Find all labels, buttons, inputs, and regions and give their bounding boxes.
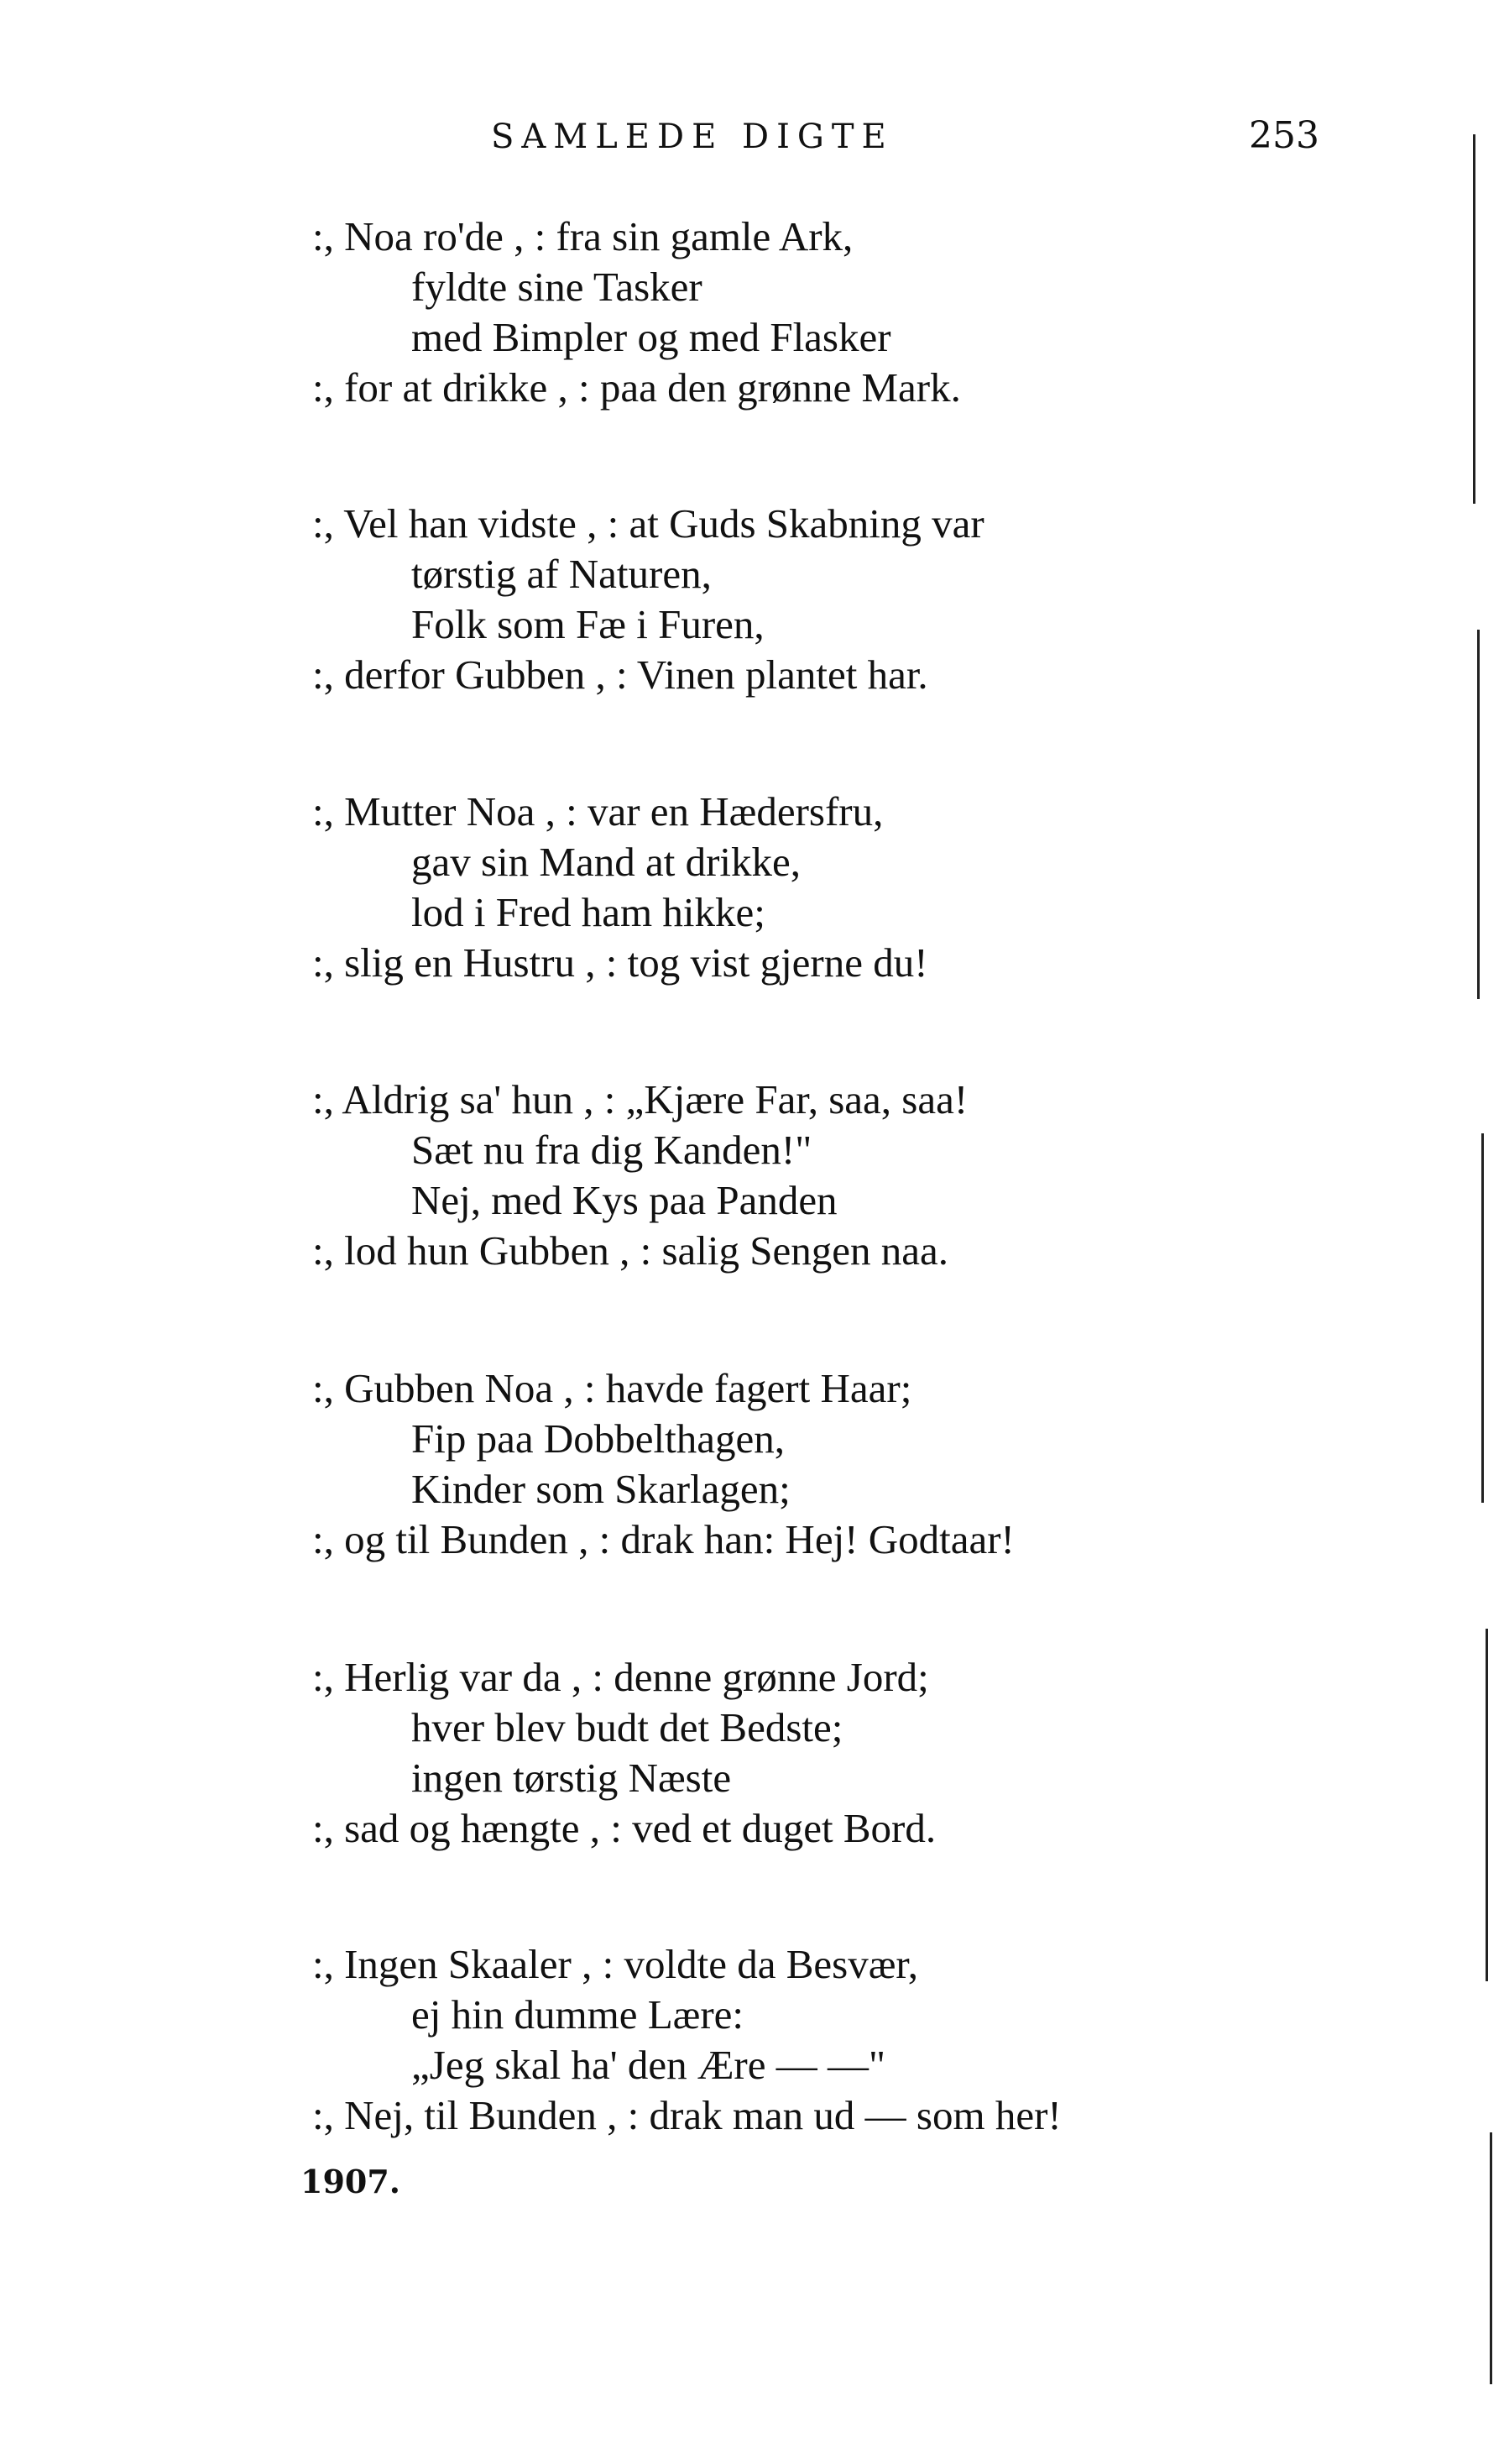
verse-line: med Bimpler og med Flasker [411,314,891,360]
stanza-4 [312,1075,1353,1276]
scan-edge-mark [1486,1629,1488,1981]
verse-line: ingen tørstig Næste [411,1755,732,1801]
verse-line: :, Aldrig sa' hun , : „Kjære Far, saa, saa! [312,1076,969,1122]
verse-line: tørstig af Naturen, [411,551,712,597]
stanza-6 [312,1652,1353,1854]
verse-line: :, Nej, til Bunden , : drak man ud — som her! [312,2092,1062,2138]
verse-line: Kinder som Skarlagen; [411,1466,791,1512]
stanza-7 [312,1939,1353,2141]
verse-line: fyldte sine Tasker [411,264,702,310]
stanza-3 [312,787,1353,988]
verse-line: :, Vel han vidste , : at Guds Skabning var [312,500,984,547]
scan-edge-mark [1490,2132,1492,2384]
poem-date: 1907. [300,2163,400,2200]
verse-line: :, Noa ro'de , : fra sin gamle Ark, [312,213,854,259]
verse-line: hver blev budt det Bedste; [411,1704,843,1750]
verse-line: :, derfor Gubben , : Vinen plantet har. [312,651,928,698]
verse-line: ej hin dumme Lære: [411,1991,744,2038]
verse-line: Folk som Fæ i Furen, [411,601,765,647]
verse-line: :, Herlig var da , : denne grønne Jord; [312,1654,929,1700]
verse-line: :, for at drikke , : paa den grønne Mark. [312,364,961,411]
verse-line: lod i Fred ham hikke; [411,889,765,935]
verse-line: gav sin Mand at drikke, [411,839,802,885]
verse-line: :, og til Bunden , : drak han: Hej! Godtaar! [312,1516,1015,1562]
verse-line: Nej, med Kys paa Panden [411,1177,838,1223]
scan-edge-mark [1481,1133,1484,1503]
verse-line: :, Gubben Noa , : havde fagert Haar; [312,1365,912,1411]
verse-line: :, sad og hængte , : ved et duget Bord. [312,1805,937,1851]
verse-line: :, Mutter Noa , : var en Hædersfru, [312,788,884,834]
page-number: 253 [1249,114,1319,157]
verse-line: :, lod hun Gubben , : salig Sengen naa. [312,1227,949,1274]
stanza-1 [312,212,1353,413]
verse-line: :, Ingen Skaaler , : voldte da Besvær, [312,1941,918,1987]
running-head: SAMLEDE DIGTE [491,118,894,156]
verse-line: Sæt nu fra dig Kanden!" [411,1127,812,1173]
stanza-5 [312,1363,1353,1565]
scan-edge-mark [1477,630,1480,999]
verse-line: :, slig en Hustru , : tog vist gjerne du! [312,939,928,986]
verse-line: „Jeg skal ha' den Ære — —" [411,2042,885,2088]
scan-edge-mark [1473,134,1475,504]
stanza-2 [312,499,1353,700]
verse-line: Fip paa Dobbelthagen, [411,1415,785,1462]
